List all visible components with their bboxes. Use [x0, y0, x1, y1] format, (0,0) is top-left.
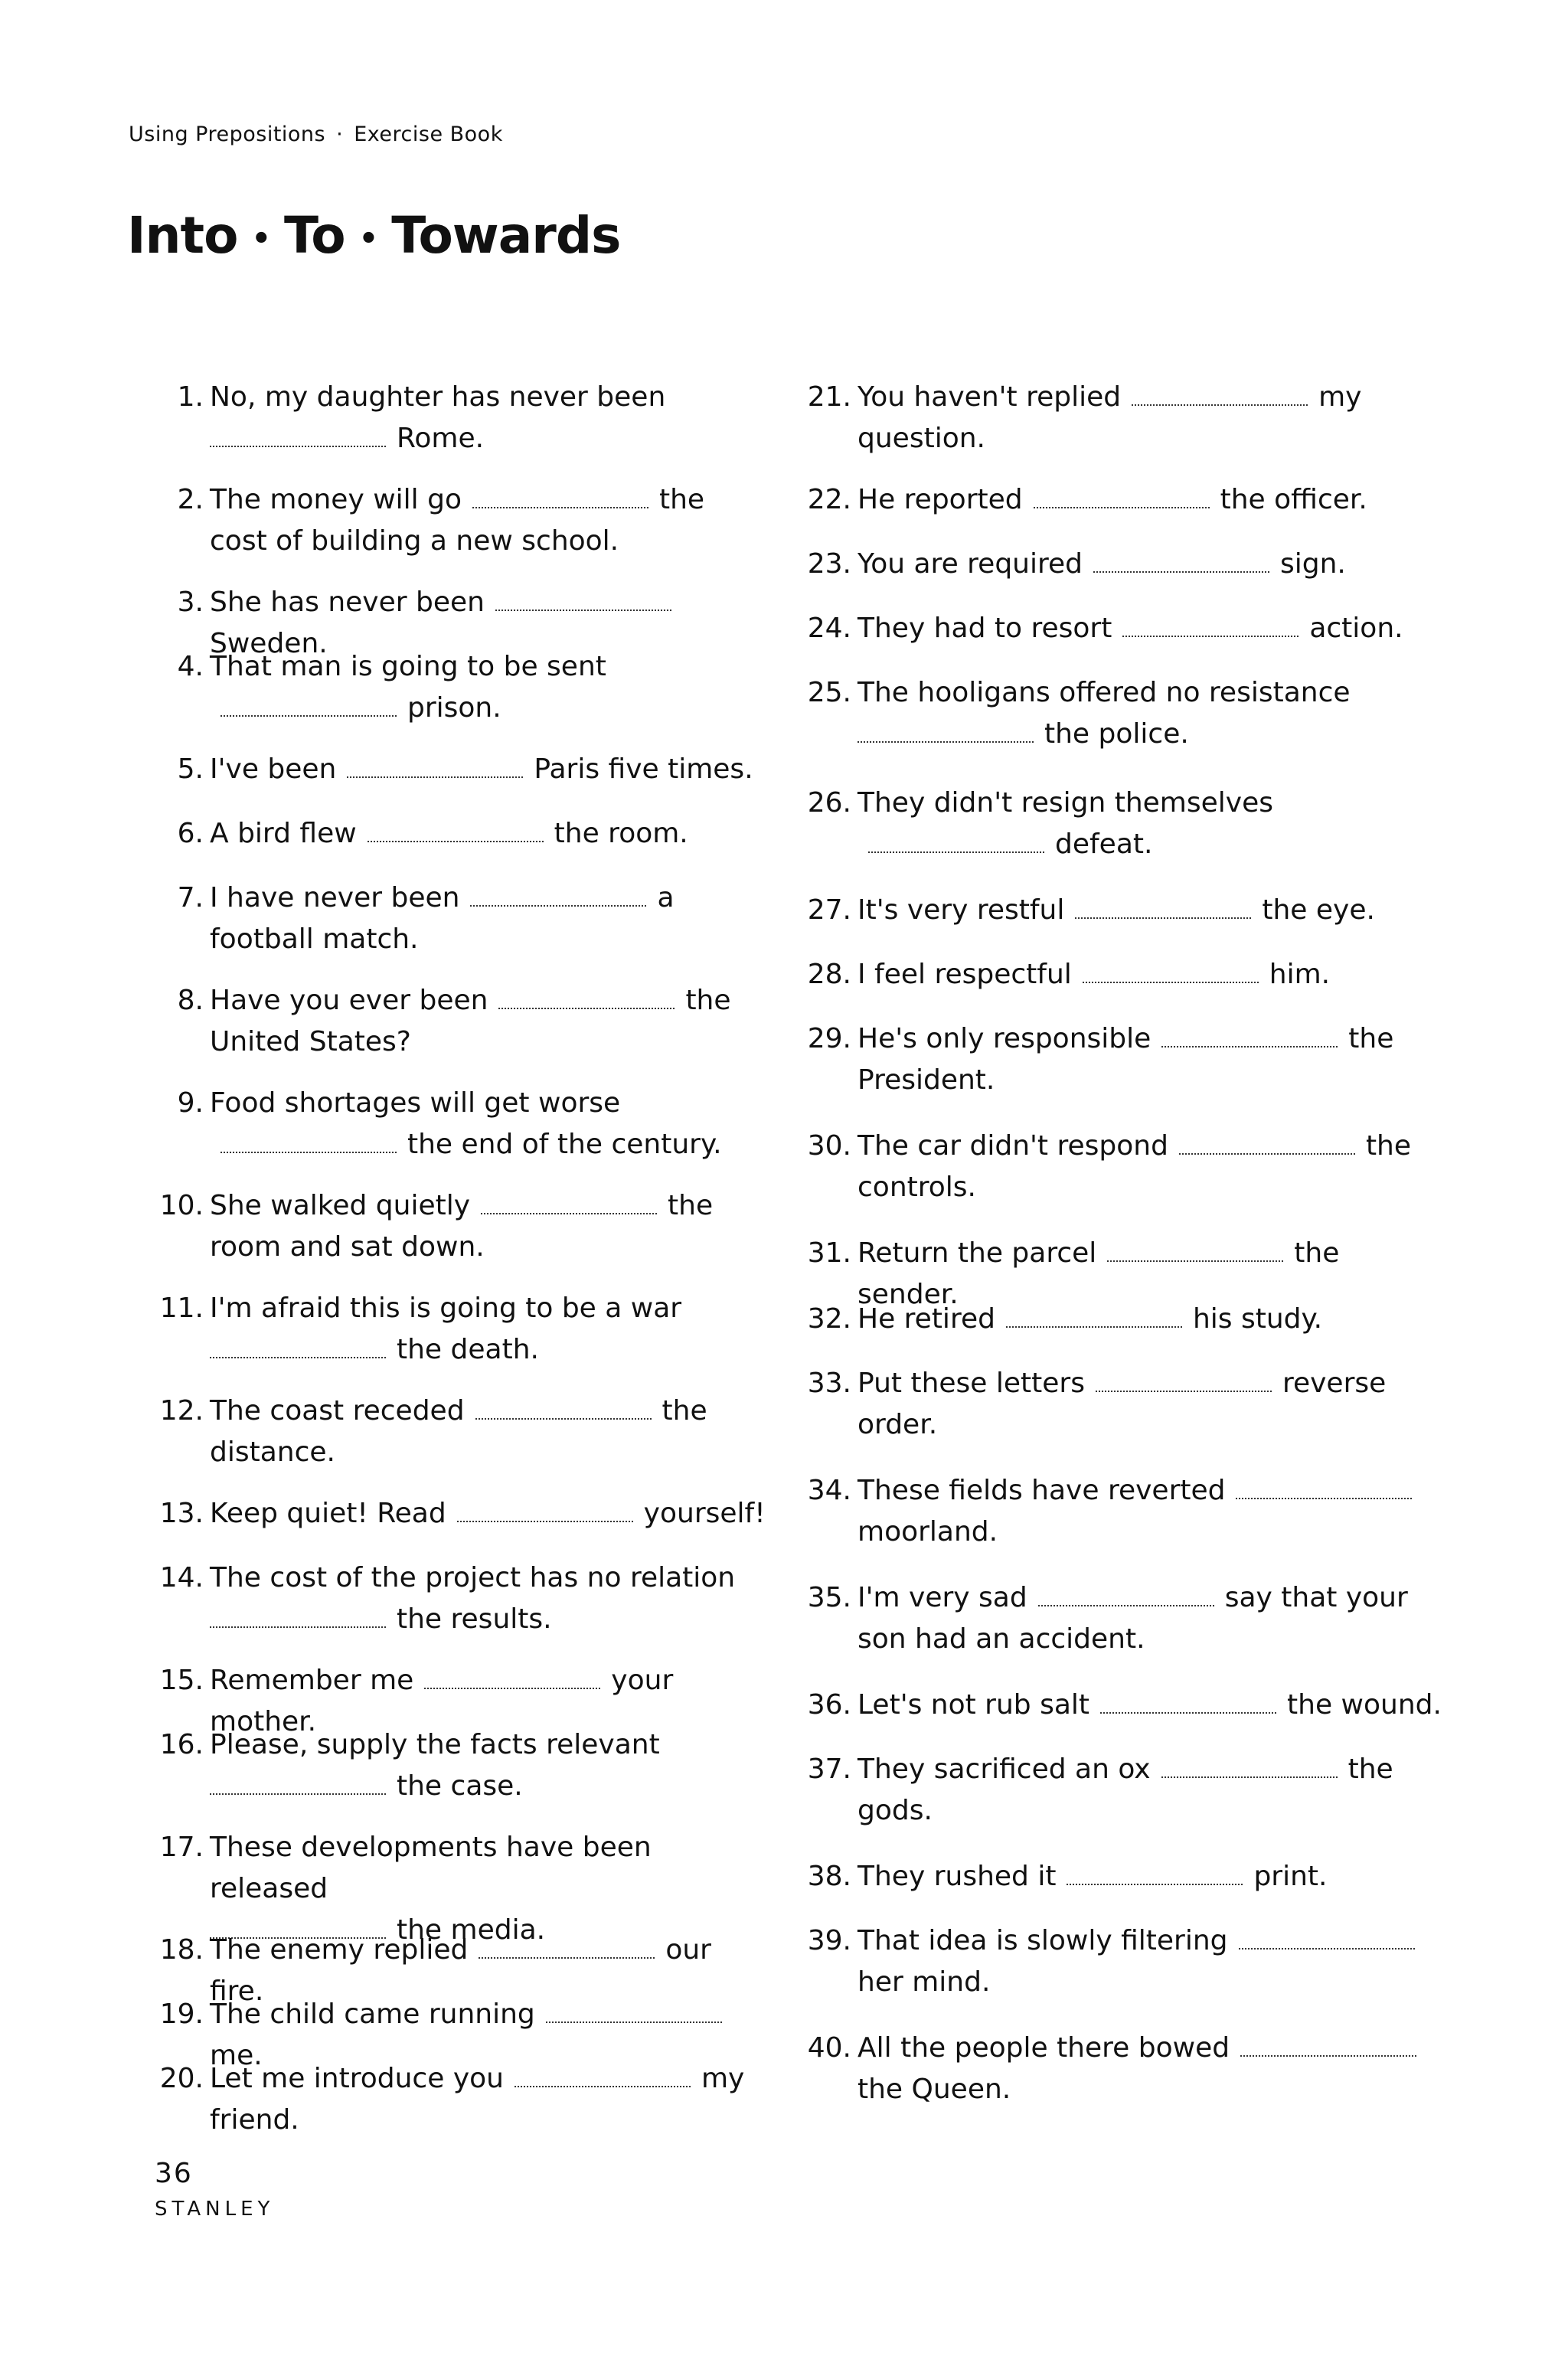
answer-blank[interactable] [1236, 1472, 1412, 1499]
exercise-item [802, 954, 1446, 995]
sentence-start: She has never been [210, 587, 485, 618]
item-sentence [858, 544, 1446, 585]
sentence-start: The money will go [210, 484, 462, 515]
sentence-end: the controls. [858, 1130, 1412, 1203]
item-number: 26. [807, 787, 851, 819]
answer-blank[interactable] [481, 1187, 657, 1214]
answer-blank[interactable] [210, 1767, 386, 1795]
sentence-end: a football match. [210, 882, 675, 955]
item-number: 27. [807, 894, 851, 926]
answer-blank[interactable] [368, 815, 544, 842]
sentence-end: the cost of building a new school. [210, 484, 705, 557]
item-sentence [210, 749, 767, 790]
sentence-end: her mind. [858, 1966, 991, 1998]
answer-blank[interactable] [472, 481, 648, 508]
answer-blank[interactable] [210, 420, 386, 447]
answer-blank[interactable] [1161, 1750, 1338, 1778]
sentence-start: I have never been [210, 882, 460, 913]
item-sentence [858, 2028, 1446, 2110]
sentence-end: the gods. [858, 1753, 1393, 1826]
sentence-start: That idea is slowly filtering [858, 1925, 1228, 1956]
sentence-end: me. [210, 2040, 263, 2071]
item-number: 11. [159, 1293, 204, 1324]
item-number: 16. [159, 1729, 204, 1760]
item-sentence [858, 608, 1446, 649]
item-sentence [858, 783, 1446, 865]
answer-blank[interactable] [470, 879, 646, 907]
answer-blank[interactable] [1107, 1234, 1283, 1262]
answer-blank[interactable] [546, 1995, 722, 2023]
answer-blank[interactable] [457, 1495, 633, 1522]
sentence-start: No, my daughter has never been [210, 381, 666, 413]
answer-blank[interactable] [220, 689, 397, 717]
item-number: 24. [807, 613, 851, 644]
exercise-item [802, 608, 1446, 649]
sentence-start: These fields have reverted [858, 1475, 1226, 1506]
sentence-end: sign. [1280, 548, 1346, 580]
sentence-end: the death. [397, 1334, 539, 1365]
item-number: 31. [807, 1237, 851, 1269]
sentence-end: action. [1309, 613, 1403, 644]
sentence-start: The cost of the project has no relation [210, 1562, 736, 1593]
item-sentence [210, 813, 767, 855]
exercise-item [155, 1493, 767, 1534]
title-separator: • [251, 221, 271, 257]
item-sentence [210, 1557, 767, 1640]
title-to: To [284, 206, 345, 265]
exercise-item [802, 1299, 1446, 1340]
title-separator: • [358, 221, 378, 257]
sentence-end: your mother. [210, 1665, 674, 1737]
sentence-start: That man is going to be sent [210, 651, 606, 682]
answer-blank[interactable] [1239, 1922, 1415, 1950]
item-sentence [210, 479, 767, 562]
exercise-item [802, 783, 1446, 865]
sentence-end: our fire. [210, 1934, 711, 2007]
item-sentence [858, 1299, 1446, 1340]
publisher-name: STANLEY [155, 2198, 275, 2221]
series-title: Using Prepositions [129, 123, 326, 146]
sentence-end: my friend. [210, 2063, 745, 2136]
item-number: 23. [807, 548, 851, 580]
answer-blank[interactable] [1100, 1686, 1276, 1714]
answer-blank[interactable] [1067, 1858, 1243, 1885]
item-number: 19. [159, 1999, 204, 2030]
sentence-start: I feel respectful [858, 959, 1072, 990]
sentence-start: They sacrificed an ox [858, 1753, 1151, 1785]
item-sentence [858, 1920, 1446, 2003]
item-number: 34. [807, 1475, 851, 1506]
item-sentence [858, 1749, 1446, 1832]
answer-blank[interactable] [1093, 545, 1269, 573]
sentence-end: defeat. [1055, 829, 1153, 860]
sentence-end: the end of the century. [407, 1129, 722, 1160]
sentence-start: Let me introduce you [210, 2063, 504, 2094]
sentence-end: prison. [407, 692, 501, 724]
exercise-item [155, 813, 767, 855]
answer-blank[interactable] [210, 1600, 386, 1628]
exercise-item [155, 2058, 767, 2141]
exercise-item [155, 1557, 767, 1640]
item-number: 35. [807, 1582, 851, 1613]
page-title [127, 206, 621, 265]
item-number: 30. [807, 1130, 851, 1162]
exercise-item [802, 377, 1446, 459]
exercise-item [802, 1920, 1446, 2003]
answer-blank[interactable] [424, 1662, 600, 1689]
sentence-start: Return the parcel [858, 1237, 1097, 1269]
sentence-end: the wound. [1287, 1689, 1442, 1721]
exercise-item [155, 479, 767, 562]
answer-blank[interactable] [1132, 378, 1308, 406]
item-number: 7. [177, 882, 204, 913]
exercise-item [155, 1391, 767, 1473]
sentence-start: The child came running [210, 1999, 535, 2030]
item-number: 14. [159, 1562, 204, 1593]
exercise-item [802, 1126, 1446, 1208]
answer-blank[interactable] [1161, 1020, 1338, 1047]
exercise-item [155, 1724, 767, 1807]
sentence-end: the results. [397, 1603, 552, 1635]
item-sentence [210, 646, 767, 729]
sentence-start: They rushed it [858, 1861, 1057, 1892]
sentence-start: I'm afraid this is going to be a war [210, 1293, 682, 1324]
answer-blank[interactable] [1240, 2029, 1416, 2057]
answer-blank[interactable] [1038, 1579, 1214, 1606]
sentence-end: the eye. [1262, 894, 1375, 926]
answer-blank[interactable] [514, 2060, 691, 2087]
sentence-end: yourself! [643, 1498, 766, 1529]
sentence-start: Keep quiet! Read [210, 1498, 446, 1529]
answer-blank[interactable] [1006, 1300, 1182, 1328]
item-sentence [858, 1363, 1446, 1446]
exercise-item [155, 980, 767, 1063]
sentence-end: print. [1253, 1861, 1328, 1892]
sentence-start: A bird flew [210, 818, 357, 849]
item-number: 28. [807, 959, 851, 990]
item-number: 36. [807, 1689, 851, 1721]
sentence-start: The coast receded [210, 1395, 465, 1427]
item-number: 2. [177, 484, 204, 515]
sentence-start: They had to resort [858, 613, 1112, 644]
answer-blank[interactable] [347, 750, 523, 778]
running-header [129, 123, 503, 146]
sentence-start: Food shortages will get worse [210, 1087, 621, 1119]
item-number: 8. [177, 985, 204, 1016]
answer-blank[interactable] [868, 825, 1044, 853]
sentence-end: his study. [1192, 1303, 1323, 1335]
sentence-start: Have you ever been [210, 985, 488, 1016]
answer-blank[interactable] [1096, 1365, 1272, 1392]
item-number: 29. [807, 1023, 851, 1054]
answer-blank[interactable] [495, 583, 671, 611]
item-sentence [858, 1470, 1446, 1553]
item-number: 32. [807, 1303, 851, 1335]
sentence-start: You haven't replied [858, 381, 1122, 413]
sentence-end: the room. [554, 818, 688, 849]
sentence-end: the United States? [210, 985, 731, 1057]
answer-blank[interactable] [1179, 1127, 1355, 1155]
sentence-start: He reported [858, 484, 1023, 515]
item-number: 9. [177, 1087, 204, 1119]
exercise-item [802, 890, 1446, 931]
exercise-item [155, 646, 767, 729]
exercise-item [802, 1018, 1446, 1101]
answer-blank[interactable] [1075, 891, 1251, 919]
sentence-end: the media. [397, 1914, 546, 1946]
item-number: 5. [177, 753, 204, 785]
title-into: Into [127, 206, 238, 265]
sentence-start: Let's not rub salt [858, 1689, 1090, 1721]
sentence-start: She walked quietly [210, 1190, 471, 1221]
sentence-end: my question. [858, 381, 1362, 454]
item-sentence [210, 1288, 767, 1371]
sentence-end: the sender. [858, 1237, 1340, 1310]
item-number: 40. [807, 2032, 851, 2064]
sentence-start: He's only responsible [858, 1023, 1152, 1054]
item-sentence [858, 1577, 1446, 1660]
item-sentence [210, 377, 767, 459]
exercise-item [802, 479, 1446, 521]
answer-blank[interactable] [475, 1392, 652, 1420]
exercise-item [155, 1185, 767, 1268]
sentence-end: the Queen. [858, 2074, 1011, 2105]
item-number: 13. [159, 1498, 204, 1529]
exercise-item [155, 878, 767, 960]
exercise-item [802, 1685, 1446, 1726]
sentence-start: Remember me [210, 1665, 414, 1696]
sentence-end: him. [1269, 959, 1331, 990]
sentence-end: the case. [397, 1770, 523, 1802]
sentence-start: The hooligans offered no resistance [858, 677, 1351, 708]
item-number: 3. [177, 587, 204, 618]
sentence-end: the President. [858, 1023, 1394, 1096]
page-number: 36 [155, 2158, 193, 2189]
answer-blank[interactable] [220, 1126, 397, 1153]
item-number: 15. [159, 1665, 204, 1696]
exercise-item [155, 1083, 767, 1165]
answer-blank[interactable] [210, 1331, 386, 1358]
item-number: 20. [159, 2063, 204, 2094]
item-sentence [858, 1856, 1446, 1897]
item-sentence [210, 878, 767, 960]
item-sentence [858, 479, 1446, 521]
item-sentence [858, 377, 1446, 459]
answer-blank[interactable] [1034, 481, 1210, 508]
sentence-start: He retired [858, 1303, 995, 1335]
item-sentence [210, 1391, 767, 1473]
exercise-item [155, 1288, 767, 1371]
sentence-start: All the people there bowed [858, 2032, 1230, 2064]
exercise-item [155, 377, 767, 459]
sentence-end: say that your son had an accident. [858, 1582, 1408, 1655]
item-sentence [210, 1493, 767, 1534]
sentence-end: Paris five times. [534, 753, 753, 785]
answer-blank[interactable] [1122, 610, 1298, 637]
item-sentence [210, 980, 767, 1063]
sentence-start: Please, supply the facts relevant [210, 1729, 660, 1760]
exercise-item [802, 1470, 1446, 1553]
item-number: 33. [807, 1368, 851, 1399]
item-sentence [210, 1083, 767, 1165]
item-number: 21. [807, 381, 851, 413]
sentence-end: reverse order. [858, 1368, 1387, 1440]
item-number: 38. [807, 1861, 851, 1892]
sentence-start: I'm very sad [858, 1582, 1027, 1613]
sentence-start: The enemy replied [210, 1934, 469, 1966]
item-number: 18. [159, 1934, 204, 1966]
exercise-item [802, 2028, 1446, 2110]
exercise-item [802, 1749, 1446, 1832]
item-sentence [858, 890, 1446, 931]
answer-blank[interactable] [479, 1931, 655, 1959]
sentence-end: the room and sat down. [210, 1190, 714, 1263]
item-sentence [858, 954, 1446, 995]
sentence-start: They didn't resign themselves [858, 787, 1273, 819]
item-sentence [858, 1018, 1446, 1101]
item-sentence [210, 1724, 767, 1807]
item-sentence [210, 1185, 767, 1268]
exercise-item [155, 749, 767, 790]
sentence-start: These developments have been released [210, 1832, 652, 1904]
answer-blank[interactable] [858, 715, 1034, 743]
item-number: 6. [177, 818, 204, 849]
sentence-start: Put these letters [858, 1368, 1085, 1399]
exercise-item [802, 1363, 1446, 1446]
item-number: 25. [807, 677, 851, 708]
item-number: 10. [159, 1190, 204, 1221]
item-number: 37. [807, 1753, 851, 1785]
sentence-end: Rome. [397, 423, 485, 454]
item-sentence [858, 672, 1446, 755]
title-towards: Towards [391, 206, 621, 265]
answer-blank[interactable] [1083, 956, 1259, 983]
sentence-end: the police. [1044, 718, 1189, 750]
item-sentence [210, 2058, 767, 2141]
sentence-end: Sweden. [210, 628, 328, 659]
exercise-item [802, 1577, 1446, 1660]
sentence-end: moorland. [858, 1516, 998, 1548]
answer-blank[interactable] [498, 982, 675, 1009]
sentence-end: the officer. [1220, 484, 1367, 515]
sentence-start: I've been [210, 753, 337, 785]
item-number: 12. [159, 1395, 204, 1427]
sentence-end: the distance. [210, 1395, 707, 1468]
item-number: 39. [807, 1925, 851, 1956]
sentence-start: You are required [858, 548, 1083, 580]
item-number: 17. [159, 1832, 204, 1863]
exercise-item [802, 1856, 1446, 1897]
item-number: 22. [807, 484, 851, 515]
item-number: 4. [177, 651, 204, 682]
item-sentence [858, 1685, 1446, 1726]
sentence-start: The car didn't respond [858, 1130, 1168, 1162]
header-separator: · [336, 123, 344, 146]
item-sentence [858, 1126, 1446, 1208]
exercise-item [802, 544, 1446, 585]
book-title: Exercise Book [354, 123, 503, 146]
exercise-item [802, 672, 1446, 755]
sentence-start: It's very restful [858, 894, 1065, 926]
item-number: 1. [177, 381, 204, 413]
